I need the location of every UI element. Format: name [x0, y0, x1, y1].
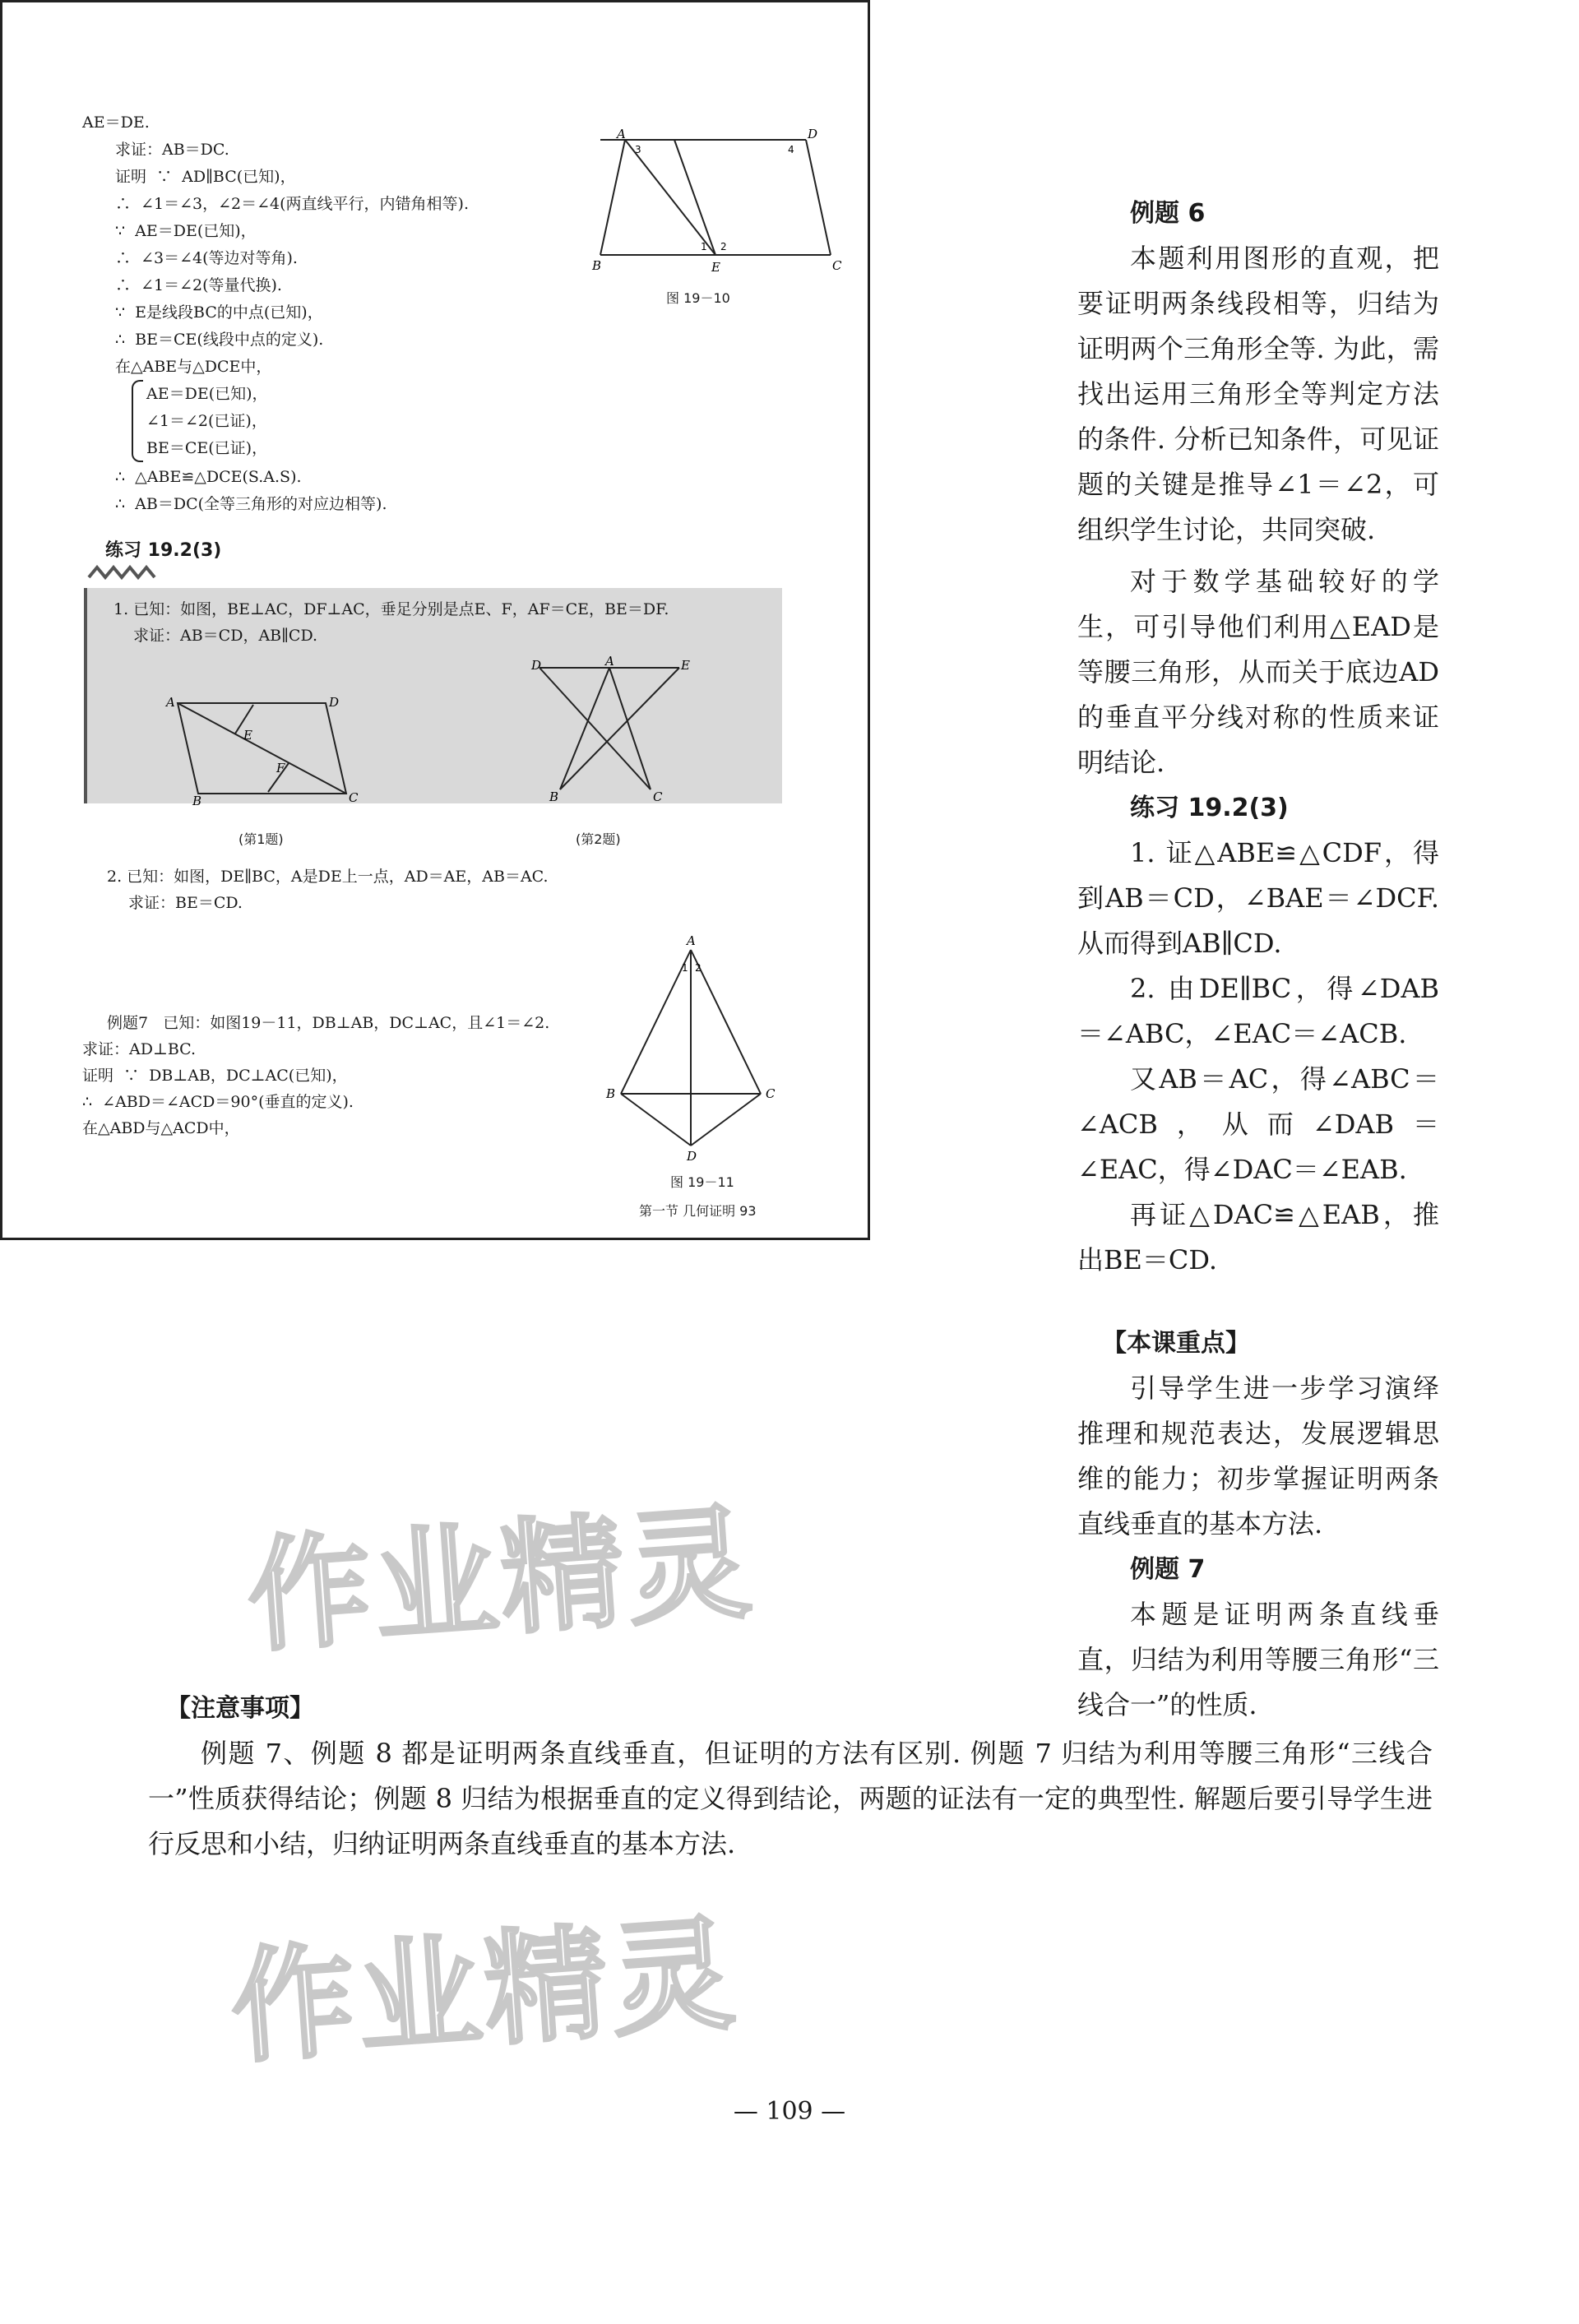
q2-label-e: E [681, 658, 690, 673]
figure-q2 [531, 654, 690, 806]
q2-label-a: A [605, 654, 614, 669]
proof-line: BE＝CE(已证)， [146, 439, 268, 457]
watermark: 作业精灵 [226, 1902, 743, 2081]
fig10-angle-3: 3 [635, 144, 641, 155]
proof-line: 证明 ∵ AD∥BC(已知)， [115, 168, 296, 186]
system-brace [132, 380, 143, 462]
ex7-line: ∴ ∠ABD＝∠ACD＝90°(垂直的定义). [82, 1093, 354, 1111]
figure-19-10 [592, 127, 842, 312]
figure-q1 [161, 695, 367, 808]
proof-line: AE＝DE(已知)， [146, 385, 268, 403]
ex7-line: 求证：AD⊥BC. [82, 1040, 197, 1058]
fig11-label-b: B [606, 1086, 616, 1101]
practice-answer-1: 1. 证△ABE≌△CDF，得到AB＝CD，∠BAE＝∠DCF. 从而得到AB∥CD. [1077, 837, 1439, 959]
proof-line: ∴ △ABE≌△DCE(S.A.S). [115, 468, 302, 486]
proof-line: ∴ BE＝CE(线段中点的定义). [115, 331, 324, 349]
proof-line: ∴ ∠3＝∠4(等边对等角). [115, 249, 298, 267]
ex7-line: 在△ABD与△ACD中， [82, 1119, 240, 1137]
fig11-label-a: A [687, 933, 696, 948]
q2-label-d: D [531, 658, 542, 673]
fig10-angle-4: 4 [788, 144, 794, 155]
fig11-label-c: C [766, 1086, 776, 1101]
ex7-title: 例题 7 [1130, 1555, 1206, 1584]
fig10-label-c: C [832, 258, 842, 273]
q1-label-b: B [192, 794, 202, 808]
zigzag-decoration-icon [89, 561, 220, 586]
practice-answer-2a: 2. 由DE∥BC，得∠DAB＝∠ABC，∠EAC＝∠ACB. [1077, 973, 1439, 1049]
exercise-box [84, 588, 782, 808]
q1-caption: (第1题) [238, 831, 284, 847]
proof-line: ∠1＝∠2(已证)， [146, 412, 267, 430]
q2-caption: (第2题) [576, 831, 621, 847]
ex7-text: 本题是证明两条直线垂直，归结为利用等腰三角形“三线合一”的性质. [1077, 1599, 1439, 1720]
fig10-angle-2: 2 [720, 241, 727, 252]
practice-answer-2b: 又AB＝AC，得∠ABC＝∠ACB，从而∠DAB＝∠EAC，得∠DAC＝∠EAB. [1077, 1063, 1439, 1185]
q1-label-f: F [276, 761, 285, 775]
proof-line: ∵ AE＝DE(已知)， [115, 222, 257, 240]
ex6-title: 例题 6 [1130, 199, 1206, 228]
key-points-text: 引导学生进一步学习演绎推理和规范表达，发展逻辑思维的能力；初步掌握证明两条直线垂直的基本方法. [1077, 1373, 1439, 1539]
book-footer: 第一节 几何证明 93 [639, 1203, 757, 1219]
q1-label-c: C [349, 790, 359, 805]
ex6-paragraph-1: 本题利用图形的直观，把要证明两条线段相等，归结为证明两个三角形全等. 为此，需找出运用三角形全等判定方法的条件. 分析已知条件，可见证题的关键是推导∠1＝∠2，可组织学生讨论，共同突破. [1077, 243, 1439, 545]
ex2-line1: 2. 已知：如图，DE∥BC，A是DE上一点，AD＝AE，AB＝AC. [107, 868, 549, 886]
proof-line: ∴ ∠1＝∠2(等量代换). [115, 276, 282, 294]
proof-line: AE＝DE. [82, 113, 150, 132]
q2-label-b: B [549, 789, 559, 804]
notes-section [148, 1686, 1433, 1867]
fig10-label-a: A [617, 127, 626, 141]
q1-label-a: A [166, 695, 175, 710]
fig10-label-e: E [711, 260, 720, 275]
ex1-line1: 1. 已知：如图，BE⊥AC，DF⊥AC，垂足分别是点E、F，AF＝CE，BE＝DF. [113, 600, 669, 618]
key-points-title: 【本课重点】 [1102, 1329, 1250, 1358]
proof-line: ∴ AB＝DC(全等三角形的对应边相等). [115, 495, 387, 513]
ex6-paragraph-2: 对于数学基础较好的学生，可引导他们利用△EAD是等腰三角形，从而关于底边AD的垂直平分线对称的性质来证明结论. [1077, 566, 1439, 778]
exercise-heading: 练习 19.2(3) [105, 540, 222, 561]
proof-line: 求证：AB＝DC. [115, 141, 229, 159]
practice-answer-2c: 再证△DAC≌△EAB，推出BE＝CD. [1077, 1199, 1439, 1275]
fig11-angle-1: 1 [682, 962, 688, 974]
fig10-label-b: B [592, 258, 602, 273]
q1-label-d: D [329, 695, 340, 710]
figure-19-11 [604, 933, 810, 1180]
notes-text: 例题 7、例题 8 都是证明两条直线垂直，但证明的方法有区别. 例题 7 归结为利用等腰三角形“三线合一”性质获得结论；例题 8 归结为根据垂直的定义得到结论，两题的证法有一定的典型性. 解题后要引导学生进行反思和小结，归纳证明两条直线垂直的基本方法. [148, 1738, 1433, 1859]
ex7-line: 证明 ∵ DB⊥AB，DC⊥AC(已知)， [82, 1067, 348, 1085]
page-number: — 109 — [733, 2097, 846, 2126]
notes-title: 【注意事项】 [166, 1694, 314, 1723]
q2-label-c: C [653, 789, 663, 804]
proof-line: ∴ ∠1＝∠3，∠2＝∠4(两直线平行，内错角相等). [115, 195, 469, 213]
ex7-line: 例题7 已知：如图19－11，DB⊥AB，DC⊥AC，且∠1＝∠2. [107, 1014, 550, 1032]
fig11-label-d: D [687, 1149, 697, 1164]
proof-line: 在△ABE与△DCE中， [115, 358, 272, 376]
ex2-line2: 求证：BE＝CD. [128, 894, 243, 912]
fig10-caption: 图 19－10 [666, 290, 730, 306]
fig11-angle-2: 2 [695, 962, 702, 974]
ex1-line2: 求证：AB＝CD，AB∥CD. [133, 627, 318, 645]
textbook-page-frame [0, 0, 870, 1240]
fig10-label-d: D [808, 127, 818, 141]
watermark: 作业精灵 [243, 1491, 759, 1670]
proof-line: ∵ E是线段BC的中点(已知)， [115, 303, 323, 322]
right-column [1077, 191, 1439, 1728]
practice-title: 练习 19.2(3) [1130, 794, 1289, 822]
fig11-caption: 图 19－11 [670, 1174, 734, 1190]
fig10-angle-1: 1 [701, 241, 707, 252]
q1-label-e: E [243, 728, 252, 743]
